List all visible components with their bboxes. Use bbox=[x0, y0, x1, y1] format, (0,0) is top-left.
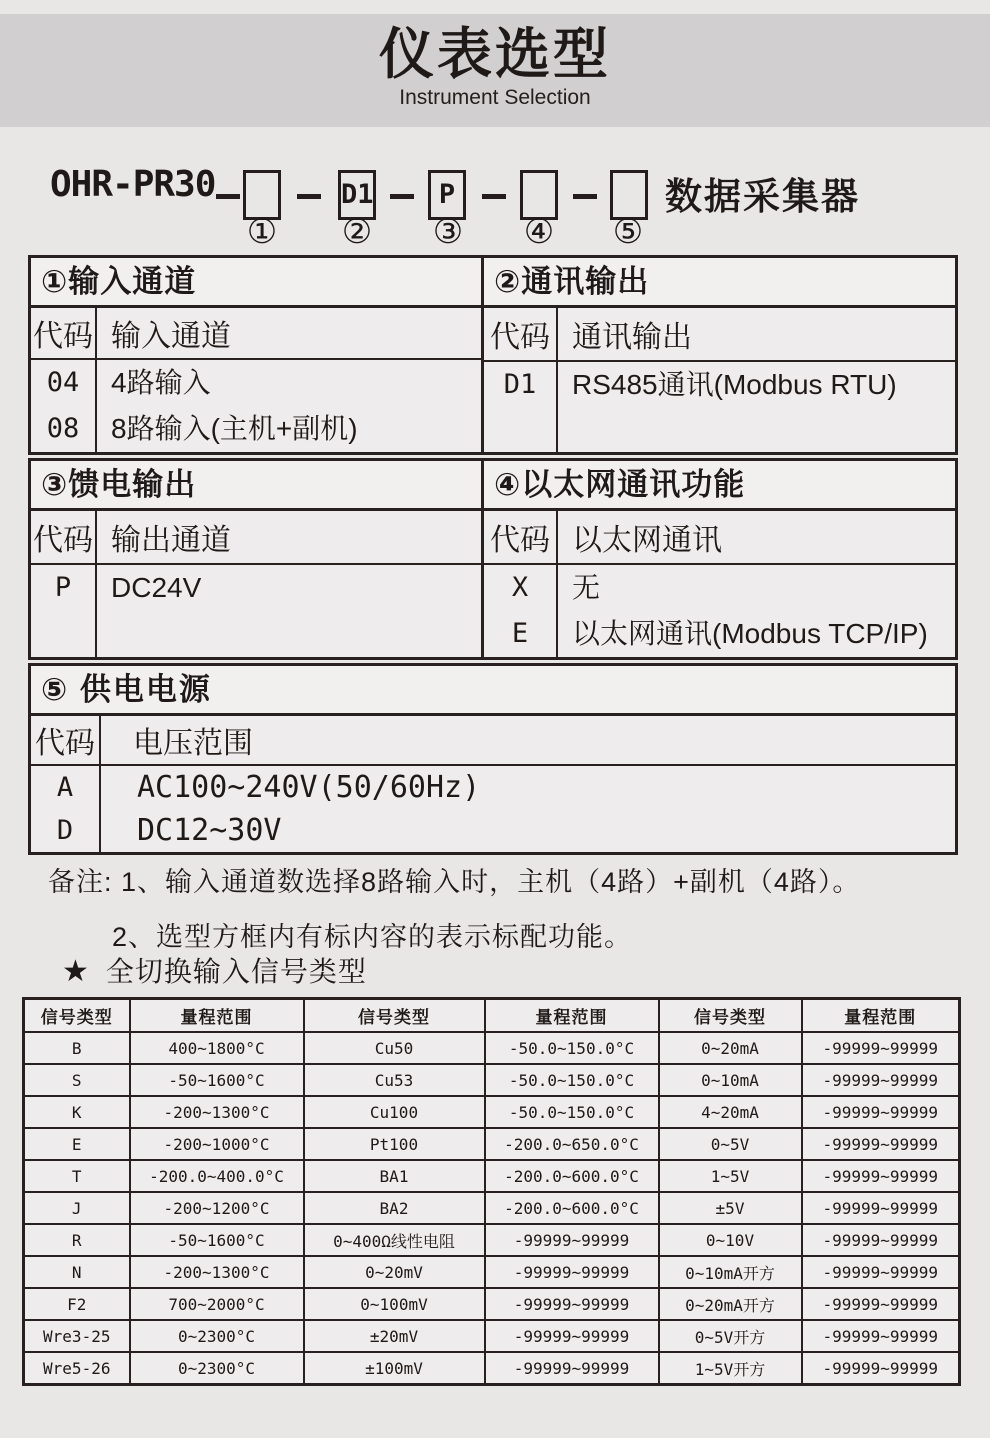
signal-cell: ±20mV bbox=[304, 1320, 485, 1352]
signal-cell: 1~5V bbox=[659, 1160, 802, 1192]
code-value: 04 bbox=[46, 367, 80, 398]
signal-cell: 0~5V开方 bbox=[659, 1320, 802, 1352]
table-input-channels bbox=[28, 255, 484, 455]
signal-cell: -200.0~400.0°C bbox=[130, 1160, 304, 1192]
signal-row bbox=[24, 1288, 960, 1320]
signal-cell: Cu100 bbox=[304, 1096, 485, 1128]
signal-cell: -99999~99999 bbox=[802, 1224, 960, 1256]
signal-cell: Pt100 bbox=[304, 1128, 485, 1160]
signal-header-row bbox=[24, 999, 960, 1033]
signal-cell: -50.0~150.0°C bbox=[485, 1064, 659, 1096]
dash-separator bbox=[216, 194, 240, 199]
dash-separator bbox=[390, 194, 414, 199]
model-box-3: P bbox=[428, 170, 466, 220]
column-header-code: 代码 bbox=[31, 511, 97, 563]
signal-cell: -200~1300°C bbox=[130, 1256, 304, 1288]
signal-cell: 0~2300°C bbox=[130, 1352, 304, 1385]
table-title: ②通讯输出 bbox=[484, 258, 955, 308]
code-value: D bbox=[56, 815, 74, 846]
signal-cell: -50~1600°C bbox=[130, 1224, 304, 1256]
position-number-1: ① bbox=[246, 213, 278, 251]
signal-cell: -99999~99999 bbox=[485, 1256, 659, 1288]
signal-cell: Cu50 bbox=[304, 1032, 485, 1064]
signal-cell: 0~20mV bbox=[304, 1256, 485, 1288]
column-header-desc: 电压范围 bbox=[133, 727, 253, 760]
signal-col-header: 信号类型 bbox=[659, 999, 802, 1033]
signal-cell: -50.0~150.0°C bbox=[485, 1096, 659, 1128]
signal-cell: K bbox=[24, 1096, 130, 1128]
signal-cell: -99999~99999 bbox=[802, 1288, 960, 1320]
table-power-supply bbox=[28, 663, 958, 855]
desc-value: 无 bbox=[572, 572, 601, 603]
note-line-1: 备注: 1、输入通道数选择8路输入时，主机（4路）+副机（4路）。 bbox=[48, 867, 861, 897]
star-icon: ★ bbox=[62, 955, 90, 988]
signal-cell: 400~1800°C bbox=[130, 1032, 304, 1064]
code-value: 08 bbox=[46, 413, 80, 444]
signal-cell: 0~5V bbox=[659, 1128, 802, 1160]
signal-row bbox=[24, 1064, 960, 1096]
signal-cell: 0~400Ω线性电阻 bbox=[304, 1224, 485, 1256]
signal-col-header: 量程范围 bbox=[130, 999, 304, 1033]
table-feed-output bbox=[28, 458, 484, 660]
signal-cell: ±100mV bbox=[304, 1352, 485, 1385]
signal-cell: 1~5V开方 bbox=[659, 1352, 802, 1385]
code-value: D1 bbox=[503, 369, 537, 400]
signal-cell: -99999~99999 bbox=[485, 1288, 659, 1320]
signal-row bbox=[24, 1320, 960, 1352]
signal-cell: BA2 bbox=[304, 1192, 485, 1224]
signal-cell: Cu53 bbox=[304, 1064, 485, 1096]
signal-row bbox=[24, 1352, 960, 1385]
signal-types-table bbox=[22, 997, 961, 1386]
code-value: E bbox=[511, 618, 529, 649]
signal-cell: B bbox=[24, 1032, 130, 1064]
signal-cell: E bbox=[24, 1128, 130, 1160]
table-ethernet bbox=[484, 458, 958, 660]
signal-cell: -99999~99999 bbox=[802, 1128, 960, 1160]
signal-section-title: 全切换输入信号类型 bbox=[105, 956, 367, 987]
signal-cell: -99999~99999 bbox=[802, 1032, 960, 1064]
page-title: 仪表选型 bbox=[378, 23, 611, 85]
column-header-code: 代码 bbox=[31, 716, 101, 764]
signal-cell: J bbox=[24, 1192, 130, 1224]
desc-value: 4路输入 bbox=[111, 367, 211, 398]
signal-row bbox=[24, 1032, 960, 1064]
code-value: X bbox=[511, 572, 529, 603]
signal-cell: -99999~99999 bbox=[802, 1096, 960, 1128]
signal-cell: 0~100mV bbox=[304, 1288, 485, 1320]
page-subtitle: Instrument Selection bbox=[399, 86, 591, 109]
signal-cell: -99999~99999 bbox=[802, 1352, 960, 1385]
selection-tables-row-2 bbox=[28, 458, 958, 660]
model-code-line bbox=[0, 150, 990, 260]
column-header-code: 代码 bbox=[31, 308, 97, 358]
desc-value: AC100~240V(50/60Hz) bbox=[137, 770, 481, 805]
signal-cell: -200.0~600.0°C bbox=[485, 1192, 659, 1224]
dash-separator bbox=[482, 194, 506, 199]
code-value: P bbox=[54, 572, 72, 603]
selection-tables-row-1 bbox=[28, 255, 958, 455]
column-header-code: 代码 bbox=[484, 511, 558, 563]
signal-cell: -50~1600°C bbox=[130, 1064, 304, 1096]
signal-row bbox=[24, 1096, 960, 1128]
table-title: ③馈电输出 bbox=[31, 461, 481, 511]
signal-cell: -50.0~150.0°C bbox=[485, 1032, 659, 1064]
signal-col-header: 量程范围 bbox=[802, 999, 960, 1033]
signal-col-header: 量程范围 bbox=[485, 999, 659, 1033]
table-title: ①输入通道 bbox=[31, 258, 481, 308]
signal-cell: -200~1000°C bbox=[130, 1128, 304, 1160]
signal-cell: -99999~99999 bbox=[485, 1320, 659, 1352]
signal-cell: 0~10V bbox=[659, 1224, 802, 1256]
column-header-desc: 输出通道 bbox=[111, 524, 231, 557]
model-box-2: D1 bbox=[338, 170, 376, 220]
signal-cell: 0~2300°C bbox=[130, 1320, 304, 1352]
notes bbox=[48, 860, 860, 954]
signal-cell: 4~20mA bbox=[659, 1096, 802, 1128]
desc-value: RS485通讯(Modbus RTU) bbox=[572, 369, 897, 400]
signal-cell: BA1 bbox=[304, 1160, 485, 1192]
desc-value: DC12~30V bbox=[137, 813, 282, 848]
notes-label: 备注: bbox=[48, 867, 113, 897]
signal-cell: -99999~99999 bbox=[802, 1320, 960, 1352]
signal-cell: S bbox=[24, 1064, 130, 1096]
column-header-desc: 以太网通讯 bbox=[572, 524, 722, 557]
signal-cell: F2 bbox=[24, 1288, 130, 1320]
code-value: A bbox=[56, 772, 74, 803]
note-line-2: 2、选型方框内有标内容的表示标配功能。 bbox=[112, 922, 633, 952]
column-header-desc: 输入通道 bbox=[111, 320, 231, 353]
signal-cell: -99999~99999 bbox=[485, 1224, 659, 1256]
signal-col-header: 信号类型 bbox=[24, 999, 130, 1033]
signal-cell: -99999~99999 bbox=[802, 1160, 960, 1192]
signal-cell: -200.0~650.0°C bbox=[485, 1128, 659, 1160]
signal-cell: -200~1300°C bbox=[130, 1096, 304, 1128]
signal-cell: -99999~99999 bbox=[802, 1064, 960, 1096]
header-band bbox=[0, 14, 990, 127]
signal-row bbox=[24, 1224, 960, 1256]
signal-cell: -200~1200°C bbox=[130, 1192, 304, 1224]
table-title: ⑤ 供电电源 bbox=[31, 666, 955, 716]
signal-cell: N bbox=[24, 1256, 130, 1288]
column-header-desc: 通讯输出 bbox=[572, 321, 692, 354]
dash-separator bbox=[297, 194, 321, 199]
signal-cell: ±5V bbox=[659, 1192, 802, 1224]
dash-separator bbox=[573, 194, 597, 199]
desc-value: 以太网通讯(Modbus TCP/IP) bbox=[572, 618, 928, 649]
signal-cell: -200.0~600.0°C bbox=[485, 1160, 659, 1192]
column-header-code: 代码 bbox=[484, 308, 558, 360]
signal-cell: 0~10mA开方 bbox=[659, 1256, 802, 1288]
signal-cell: -99999~99999 bbox=[802, 1256, 960, 1288]
signal-cell: 700~2000°C bbox=[130, 1288, 304, 1320]
signal-section-heading bbox=[62, 950, 367, 990]
signal-cell: T bbox=[24, 1160, 130, 1192]
signal-col-header: 信号类型 bbox=[304, 999, 485, 1033]
signal-cell: Wre5-26 bbox=[24, 1352, 130, 1385]
signal-row bbox=[24, 1256, 960, 1288]
position-number-4: ④ bbox=[523, 213, 555, 251]
signal-row bbox=[24, 1128, 960, 1160]
signal-row bbox=[24, 1192, 960, 1224]
signal-row bbox=[24, 1160, 960, 1192]
signal-cell: 0~10mA bbox=[659, 1064, 802, 1096]
signal-cell: -99999~99999 bbox=[485, 1352, 659, 1385]
signal-cell: 0~20mA开方 bbox=[659, 1288, 802, 1320]
signal-cell: 0~20mA bbox=[659, 1032, 802, 1064]
signal-cell: -99999~99999 bbox=[802, 1192, 960, 1224]
position-number-5: ⑤ bbox=[612, 213, 644, 251]
desc-value: 8路输入(主机+副机) bbox=[111, 413, 358, 444]
model-suffix: 数据采集器 bbox=[665, 176, 860, 217]
position-number-2: ② bbox=[341, 213, 373, 251]
model-prefix: OHR-PR30 bbox=[50, 164, 216, 205]
desc-value: DC24V bbox=[111, 572, 202, 603]
table-comm-output bbox=[484, 255, 958, 455]
signal-cell: Wre3-25 bbox=[24, 1320, 130, 1352]
position-number-3: ③ bbox=[432, 213, 464, 251]
signal-cell: R bbox=[24, 1224, 130, 1256]
table-title: ④以太网通讯功能 bbox=[484, 461, 955, 511]
